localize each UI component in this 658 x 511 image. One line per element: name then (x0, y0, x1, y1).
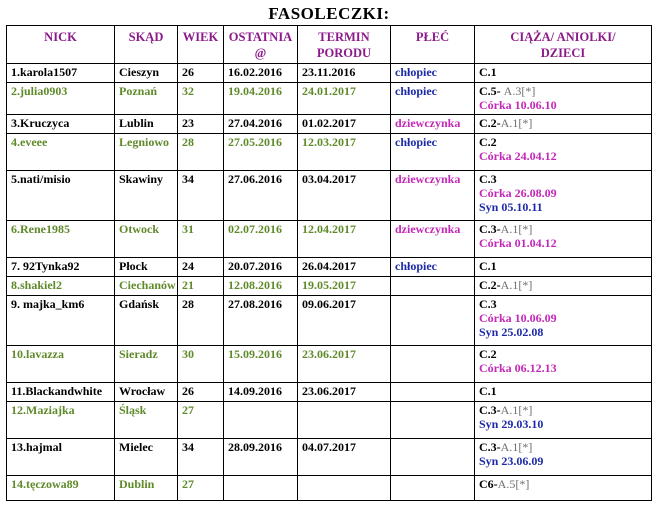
aniolki: A.1[*] (500, 403, 533, 417)
ciaza-main: C.3 (479, 297, 497, 311)
cell-sklad: Skawiny (115, 171, 178, 221)
cell-ostatnia: 20.07.2016 (224, 258, 298, 277)
cell-termin: 26.04.2017 (298, 258, 391, 277)
ciaza-main: C.1 (479, 65, 497, 79)
cell-wiek: 34 (178, 171, 224, 221)
cell-nick: 13.hajmal (7, 439, 115, 476)
cell-sklad: Otwock (115, 221, 178, 258)
cell-wiek: 34 (178, 439, 224, 476)
cell-termin: 01.02.2017 (298, 115, 391, 134)
cell-sklad: Lublin (115, 115, 178, 134)
cell-wiek: 26 (178, 383, 224, 402)
cell-wiek: 27 (178, 476, 224, 501)
cell-ciaza (475, 476, 652, 501)
cell-plec: chłopiec (391, 64, 475, 83)
cell-termin: 12.04.2017 (298, 221, 391, 258)
table-row (7, 277, 652, 296)
cell-ciaza (475, 439, 652, 476)
cell-termin: 09.06.2017 (298, 296, 391, 346)
cell-ciaza (475, 346, 652, 383)
header-ostatnia: OSTATNIA @ (224, 26, 298, 64)
child-entry: Córka 26.08.09 (479, 186, 557, 200)
header-termin: TERMIN PORODU (298, 26, 391, 64)
ciaza-main: C6- (479, 477, 498, 491)
cell-termin (298, 476, 391, 501)
cell-termin: 19.05.2017 (298, 277, 391, 296)
cell-sklad: Poznań (115, 83, 178, 115)
cell-nick: 3.Kruczyca (7, 115, 115, 134)
child-entry: Syn 25.02.08 (479, 325, 544, 339)
cell-ostatnia: 27.06.2016 (224, 171, 298, 221)
aniolki: A.5[*] (497, 477, 530, 491)
cell-sklad: Sieradz (115, 346, 178, 383)
header-sklad: SKĄD (115, 26, 178, 64)
ciaza-main: C.2 (479, 135, 497, 149)
cell-ostatnia: 27.05.2016 (224, 134, 298, 171)
ciaza-main: C.3 (479, 172, 497, 186)
child-entry: Córka 10.06.09 (479, 311, 557, 325)
header-wiek: WIEK (178, 26, 224, 64)
cell-sklad: Ciechanów (115, 277, 178, 296)
cell-termin: 04.07.2017 (298, 439, 391, 476)
cell-ciaza (475, 134, 652, 171)
cell-nick: 8.shakiel2 (7, 277, 115, 296)
cell-nick: 4.eveee (7, 134, 115, 171)
cell-ciaza (475, 402, 652, 439)
cell-nick: 6.Rene1985 (7, 221, 115, 258)
cell-ostatnia: 28.09.2016 (224, 439, 298, 476)
ciaza-main: C.2- (479, 116, 501, 130)
cell-ostatnia: 19.04.2016 (224, 83, 298, 115)
cell-ostatnia: 16.02.2016 (224, 64, 298, 83)
table-row (7, 64, 652, 83)
header-row (7, 26, 652, 64)
aniolki: A.1[*] (500, 116, 533, 130)
cell-ostatnia: 12.08.2016 (224, 277, 298, 296)
table-row (7, 383, 652, 402)
cell-wiek: 32 (178, 83, 224, 115)
cell-plec: chłopiec (391, 258, 475, 277)
child-entry: Córka 01.04.12 (479, 236, 557, 250)
cell-ostatnia (224, 476, 298, 501)
cell-nick: 1.karola1507 (7, 64, 115, 83)
ciaza-main: C.1 (479, 259, 497, 273)
ciaza-main: C.3- (479, 440, 501, 454)
cell-plec (391, 277, 475, 296)
cell-termin: 24.01.2017 (298, 83, 391, 115)
header-plec: PŁEĆ (391, 26, 475, 64)
cell-termin: 23.11.2016 (298, 64, 391, 83)
cell-plec (391, 346, 475, 383)
cell-nick: 10.lavazza (7, 346, 115, 383)
cell-wiek: 21 (178, 277, 224, 296)
cell-nick: 2.julia0903 (7, 83, 115, 115)
table-row (7, 115, 652, 134)
cell-wiek: 30 (178, 346, 224, 383)
cell-plec: dziewczynka (391, 171, 475, 221)
cell-plec (391, 476, 475, 501)
cell-ciaza (475, 171, 652, 221)
table-row (7, 402, 652, 439)
cell-sklad: Wrocław (115, 383, 178, 402)
aniolki: A.3[*] (503, 84, 536, 98)
child-entry: Córka 06.12.13 (479, 361, 557, 375)
cell-ostatnia: 27.04.2016 (224, 115, 298, 134)
cell-ciaza (475, 258, 652, 277)
child-entry: Córka 10.06.10 (479, 98, 557, 112)
cell-ciaza (475, 296, 652, 346)
cell-sklad: Płock (115, 258, 178, 277)
cell-plec: dziewczynka (391, 115, 475, 134)
table-row (7, 221, 652, 258)
ciaza-main: C.2 (479, 347, 497, 361)
cell-nick: 12.Maziajka (7, 402, 115, 439)
cell-nick: 14.tęczowa89 (7, 476, 115, 501)
aniolki: A.1[*] (500, 278, 533, 292)
cell-termin: 23.06.2017 (298, 383, 391, 402)
cell-sklad: Mielec (115, 439, 178, 476)
cell-sklad: Cieszyn (115, 64, 178, 83)
cell-ciaza (475, 277, 652, 296)
aniolki: A.1[*] (500, 222, 533, 236)
cell-wiek: 28 (178, 296, 224, 346)
members-table (6, 25, 652, 501)
cell-ostatnia: 14.09.2016 (224, 383, 298, 402)
cell-sklad: Śląsk (115, 402, 178, 439)
ciaza-main: C.3- (479, 222, 501, 236)
cell-nick: 5.nati/misio (7, 171, 115, 221)
cell-ciaza (475, 383, 652, 402)
child-entry: Syn 29.03.10 (479, 417, 544, 431)
cell-ostatnia: 27.08.2016 (224, 296, 298, 346)
cell-ciaza (475, 83, 652, 115)
cell-ostatnia (224, 402, 298, 439)
cell-ciaza (475, 221, 652, 258)
cell-ciaza (475, 64, 652, 83)
child-entry: Córka 24.04.12 (479, 149, 557, 163)
cell-ostatnia: 15.09.2016 (224, 346, 298, 383)
cell-wiek: 23 (178, 115, 224, 134)
header-ciaza: CIĄŻA/ ANIOLKI/ DZIECI (475, 26, 652, 64)
table-row (7, 134, 652, 171)
ciaza-main: C.2- (479, 278, 501, 292)
child-entry: Syn 23.06.09 (479, 454, 544, 468)
cell-sklad: Dublin (115, 476, 178, 501)
cell-sklad: Legniowo (115, 134, 178, 171)
table-row (7, 171, 652, 221)
cell-nick: 9. majka_km6 (7, 296, 115, 346)
child-entry: Syn 05.10.11 (479, 200, 543, 214)
ciaza-main: C.1 (479, 384, 497, 398)
cell-sklad: Gdańsk (115, 296, 178, 346)
cell-nick: 11.Blackandwhite (7, 383, 115, 402)
cell-termin: 23.06.2017 (298, 346, 391, 383)
cell-ostatnia: 02.07.2016 (224, 221, 298, 258)
cell-plec (391, 296, 475, 346)
cell-wiek: 24 (178, 258, 224, 277)
table-row (7, 476, 652, 501)
ciaza-main: C.5- (479, 84, 504, 98)
cell-wiek: 27 (178, 402, 224, 439)
cell-plec: dziewczynka (391, 221, 475, 258)
cell-plec: chłopiec (391, 83, 475, 115)
page-title: FASOLECZKI: (268, 4, 390, 23)
cell-plec (391, 402, 475, 439)
table-row (7, 258, 652, 277)
table-row (7, 346, 652, 383)
cell-plec (391, 439, 475, 476)
cell-wiek: 31 (178, 221, 224, 258)
table-row (7, 439, 652, 476)
aniolki: A.1[*] (500, 440, 533, 454)
ciaza-main: C.3- (479, 403, 501, 417)
cell-ciaza (475, 115, 652, 134)
table-row (7, 296, 652, 346)
cell-termin (298, 402, 391, 439)
header-nick: NICK (7, 26, 115, 64)
cell-plec (391, 383, 475, 402)
cell-termin: 03.04.2017 (298, 171, 391, 221)
cell-wiek: 26 (178, 64, 224, 83)
table-row (7, 83, 652, 115)
cell-termin: 12.03.2017 (298, 134, 391, 171)
cell-nick: 7. 92Tynka92 (7, 258, 115, 277)
cell-wiek: 28 (178, 134, 224, 171)
cell-plec: chłopiec (391, 134, 475, 171)
